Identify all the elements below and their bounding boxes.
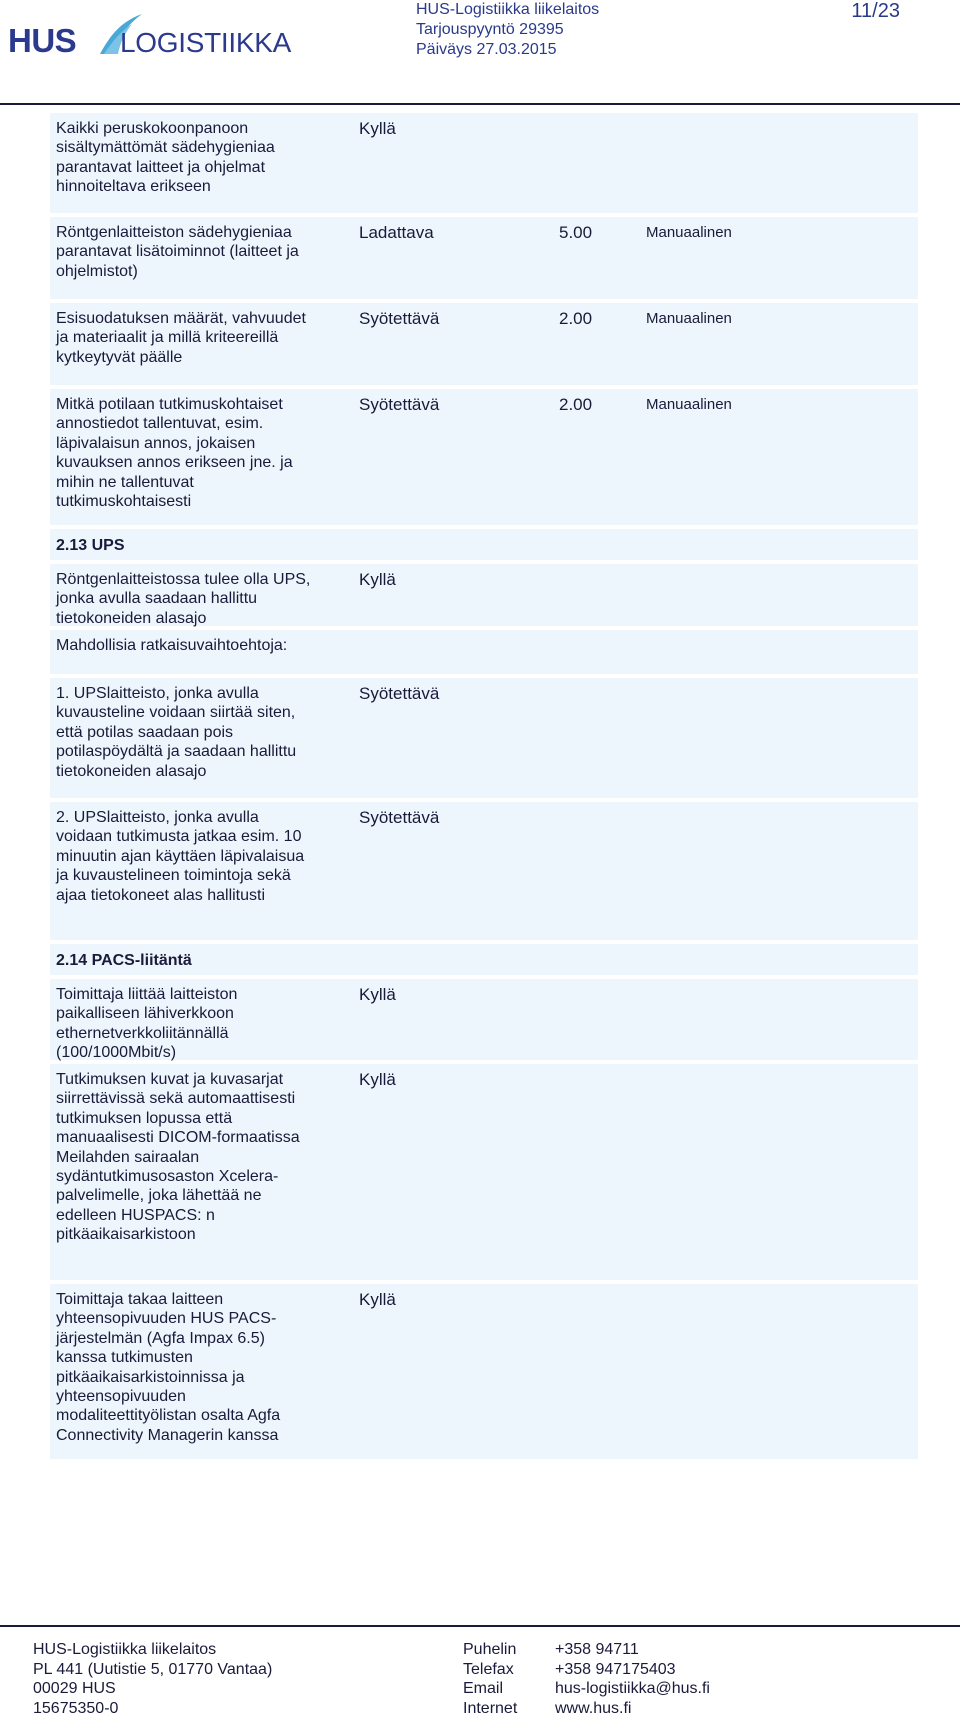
table-row <box>50 217 918 299</box>
requirement-text: Kaikki peruskokoonpanoon sisältymättömät sädehygieniaa parantavat laitteet ja ohjelmat hinnoiteltava erikseen <box>56 120 275 196</box>
internet-label: Internet <box>463 1699 518 1717</box>
section-heading-row <box>50 944 918 975</box>
table-row <box>50 802 918 940</box>
email-label: Email <box>463 1680 504 1698</box>
table-row <box>50 1284 918 1459</box>
requirement-text: Toimittaja liittää laitteiston paikalliseen lähiverkkoon ethernetverkkoliitännällä (100/1000Mbit/s) <box>56 986 238 1062</box>
footer-postal: PL 441 (Uutistie 5, 01770 Vantaa) <box>33 1660 273 1678</box>
phone-value: +358 94711 <box>555 1641 639 1658</box>
requirement-text: Röntgenlaitteiston sädehygieniaa parantavat lisätoiminnot (laitteet ja ohjelmistot) <box>56 224 299 280</box>
answer-cell: Ladattava <box>359 223 434 242</box>
answer-cell: Syötettävä <box>359 808 440 827</box>
table-row <box>50 564 918 626</box>
footer-address <box>33 1640 272 1718</box>
requirement-text: Mahdollisia ratkaisuvaihtoehtoja: <box>56 637 288 654</box>
header-date: Päiväys 27.03.2015 <box>416 41 557 58</box>
value-cell: 5.00 <box>559 223 593 242</box>
section-heading-row <box>50 529 918 560</box>
table-row <box>50 979 918 1060</box>
footer-org: HUS-Logistiikka liikelaitos <box>33 1641 217 1658</box>
answer-cell: Kyllä <box>359 1070 396 1089</box>
table-row <box>50 678 918 798</box>
requirement-text: Mitkä potilaan tutkimuskohtaiset annostiedot tallentuvat, esim. läpivalaisun annos, jokaisen kuvauksen annos erikseen jne. ja mihin ne tallentuvat tutkimuskohtaisesti <box>56 396 293 511</box>
requirement-text: 2. UPSlaitteisto, jonka avulla voidaan tutkimusta jatkaa esim. 10 minuutin ajan käyttäen läpivalaisua ja kuvaustelineen toimintoja sekä ajaa tietokoneet alas hallitusti <box>56 809 305 904</box>
answer-cell: Syötettävä <box>359 684 440 703</box>
answer-cell: Kyllä <box>359 985 396 1004</box>
answer-cell: Kyllä <box>359 119 396 138</box>
fax-label: Telefax <box>463 1660 514 1678</box>
value-cell: 2.00 <box>559 395 593 414</box>
website-value[interactable]: www.hus.fi <box>555 1699 632 1717</box>
table-row <box>50 630 918 674</box>
requirement-text: Esisuodatuksen määrät, vahvuudet ja materiaalit ja millä kriteereillä kytkeytyvät päälle <box>56 310 306 366</box>
requirement-text: Röntgenlaitteistossa tulee olla UPS, jonka avulla saadaan hallittu tietokoneiden alasajo <box>56 571 311 627</box>
footer-business-id: 15675350-0 <box>33 1699 119 1717</box>
table-row <box>50 389 918 525</box>
footer-contact-values <box>555 1640 710 1718</box>
mode-cell: Manuaalinen <box>646 310 732 327</box>
requirement-text: 1. UPSlaitteisto, jonka avulla kuvausteline voidaan siirtää siten, että potilas saadaan pois potilaspöydältä ja saadaan hallittu tietokoneiden alasajo <box>56 685 297 780</box>
header-info <box>416 0 599 60</box>
mode-cell: Manuaalinen <box>646 224 732 241</box>
section-heading: 2.13 UPS <box>56 537 125 554</box>
svg-text:HUS: HUS <box>8 22 77 58</box>
page-number: 11/23 <box>851 0 900 22</box>
table-row <box>50 303 918 385</box>
value-cell: 2.00 <box>559 309 593 328</box>
requirement-text: Toimittaja takaa laitteen yhteensopivuuden HUS PACS-järjestelmän (Agfa Impax 6.5) kanssa tutkimusten pitkäaikaisarkistoinnissa ja yhteensopivuuden modaliteettityölistan osalta Agfa Connectivity Managerin kanssa <box>56 1291 281 1444</box>
svg-text:LOGISTIIKKA: LOGISTIIKKA <box>120 27 291 58</box>
answer-cell: Kyllä <box>359 570 396 589</box>
email-value[interactable]: hus-logistiikka@hus.fi <box>555 1680 710 1698</box>
phone-label: Puhelin <box>463 1641 517 1658</box>
requirement-text: Tutkimuksen kuvat ja kuvasarjat siirrettävissä sekä automaattisesti tutkimuksen lopussa että manuaalisesti DICOM-formaatissa Meilahden sairaalan sydäntutkimusosaston Xcelera-palvelimelle, joka lähettää ne edelleen HUSPACS: n pitkäaikaisarkistoon <box>56 1071 300 1244</box>
header-divider <box>0 103 960 105</box>
page-header <box>0 0 960 104</box>
header-org: HUS-Logistiikka liikelaitos <box>416 1 600 18</box>
answer-cell: Kyllä <box>359 1290 396 1309</box>
footer-city: 00029 HUS <box>33 1680 116 1698</box>
header-tender: Tarjouspyyntö 29395 <box>416 21 564 38</box>
section-heading: 2.14 PACS-liitäntä <box>56 952 192 969</box>
answer-cell: Syötettävä <box>359 309 440 328</box>
table-row <box>50 1064 918 1280</box>
answer-cell: Syötettävä <box>359 395 440 414</box>
hus-logistiikka-logo <box>8 8 298 58</box>
requirements-table <box>50 113 918 1463</box>
footer-contact-labels <box>463 1640 517 1718</box>
table-row <box>50 113 918 213</box>
mode-cell: Manuaalinen <box>646 396 732 413</box>
fax-value: +358 947175403 <box>555 1660 676 1678</box>
footer-divider <box>0 1625 960 1627</box>
